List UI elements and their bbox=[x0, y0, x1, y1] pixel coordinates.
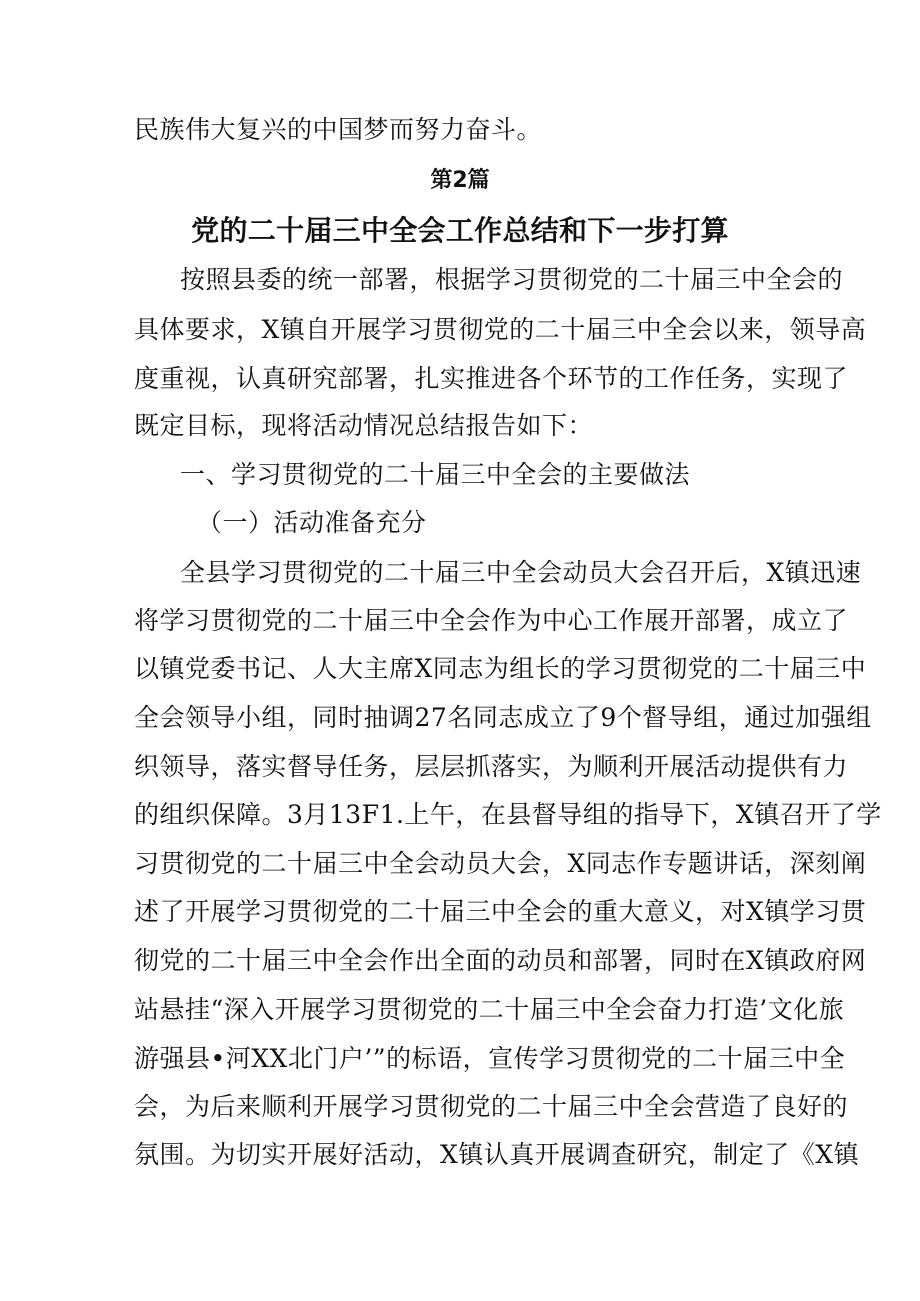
body-line: 全会领导小组，同时抽调27名同志成立了9个督导组，通过加强组 bbox=[134, 703, 872, 732]
document-title: 党的二十届三中全会工作总结和下一步打算 bbox=[191, 214, 729, 247]
body-line: 习贯彻党的二十届三中全会动员大会，X同志作专题讲话，深刻阐 bbox=[134, 849, 867, 878]
section-heading: 一、学习贯彻党的二十届三中全会的主要做法 bbox=[180, 460, 691, 489]
body-line: 会，为后来顺利开展学习贯彻党的二十届三中全会营造了良好的 bbox=[134, 1092, 849, 1121]
opening-line: 民族伟大复兴的中国梦而努力奋斗。 bbox=[134, 115, 543, 144]
body-line: 氛围。为切实开展好活动，X镇认真开展调查研究，制定了《X镇 bbox=[134, 1140, 860, 1169]
intro-line: 既定目标，现将活动情况总结报告如下： bbox=[134, 411, 594, 440]
body-line: 彻党的二十届三中全会作出全面的动员和部署，同时在X镇政府网 bbox=[134, 946, 867, 975]
body-line: 将学习贯彻党的二十届三中全会作为中心工作展开部署，成立了 bbox=[134, 606, 849, 635]
part-label: 第2篇 bbox=[430, 168, 490, 193]
body-line: 游强县•河XX北门户’”的标语，宣传学习贯彻党的二十届三中全 bbox=[134, 1044, 846, 1073]
intro-line: 度重视，认真研究部署，扎实推进各个环节的工作任务，实现了 bbox=[134, 364, 849, 393]
intro-line: 按照县委的统一部署，根据学习贯彻党的二十届三中全会的 bbox=[180, 265, 844, 294]
body-line: 织领导，落实督导任务，层层抓落实，为顺利开展活动提供有力 bbox=[134, 752, 849, 781]
body-line: 的组织保障。3月13F1.上午，在县督导组的指导下，X镇召开了学 bbox=[134, 800, 882, 829]
intro-line: 具体要求，X镇自开展学习贯彻党的二十届三中全会以来，领导高 bbox=[134, 315, 867, 344]
body-line: 以镇党委书记、人大主席X同志为组长的学习贯彻党的二十届三中 bbox=[134, 654, 867, 683]
body-line: 站悬挂“深入开展学习贯彻党的二十届三中全会奋力打造’文化旅 bbox=[134, 995, 845, 1024]
body-line: 述了开展学习贯彻党的二十届三中全会的重大意义，对X镇学习贯 bbox=[134, 897, 867, 926]
subsection-heading: （一）活动准备充分 bbox=[197, 508, 427, 537]
body-line: 全县学习贯彻党的二十届三中全会动员大会召开后，X镇迅速 bbox=[180, 558, 862, 587]
